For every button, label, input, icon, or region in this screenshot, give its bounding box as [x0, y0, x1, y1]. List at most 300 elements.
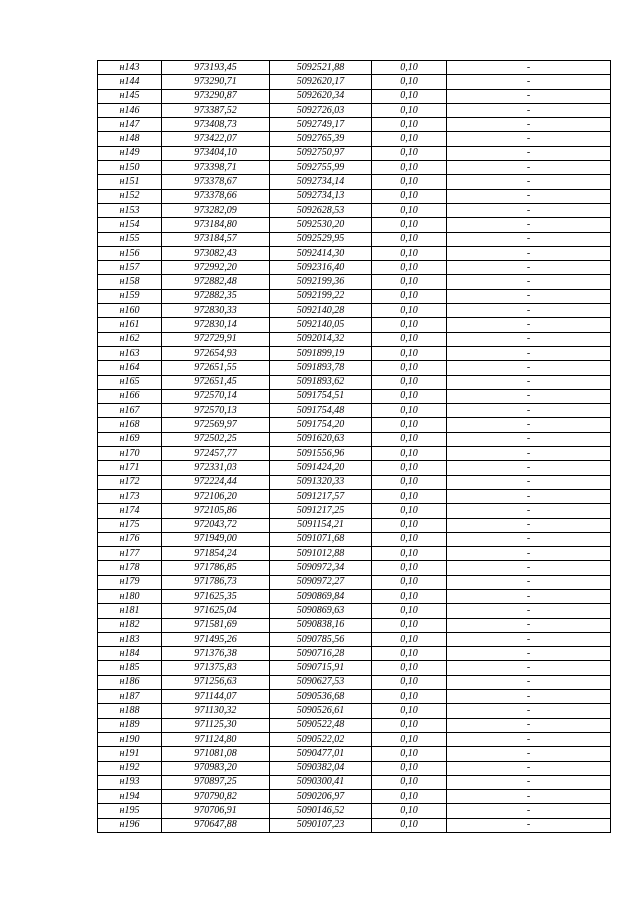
x-coordinate-cell: 973378,66 [162, 189, 270, 203]
table-row [98, 389, 611, 403]
y-coordinate-cell: 5092734,14 [270, 175, 372, 189]
x-coordinate-cell: 972651,55 [162, 361, 270, 375]
point-id-cell: н172 [98, 475, 162, 489]
accuracy-cell: 0,10 [372, 432, 447, 446]
point-id-cell: н165 [98, 375, 162, 389]
point-id-cell: н150 [98, 161, 162, 175]
y-coordinate-cell: 5090382,04 [270, 761, 372, 775]
table-row [98, 704, 611, 718]
y-coordinate-cell: 5090300,41 [270, 775, 372, 789]
x-coordinate-cell: 970790,82 [162, 790, 270, 804]
table-row [98, 761, 611, 775]
accuracy-cell: 0,10 [372, 575, 447, 589]
y-coordinate-cell: 5090869,63 [270, 604, 372, 618]
y-coordinate-cell: 5091154,21 [270, 518, 372, 532]
table-row [98, 346, 611, 360]
accuracy-cell: 0,10 [372, 589, 447, 603]
point-id-cell: н190 [98, 732, 162, 746]
table-row [98, 818, 611, 832]
description-cell: - [447, 75, 611, 89]
y-coordinate-cell: 5090715,91 [270, 661, 372, 675]
point-id-cell: н174 [98, 504, 162, 518]
x-coordinate-cell: 973290,71 [162, 75, 270, 89]
table-row [98, 747, 611, 761]
table-row [98, 418, 611, 432]
point-id-cell: н176 [98, 532, 162, 546]
accuracy-cell: 0,10 [372, 818, 447, 832]
accuracy-cell: 0,10 [372, 761, 447, 775]
point-id-cell: н178 [98, 561, 162, 575]
x-coordinate-cell: 972992,20 [162, 261, 270, 275]
table-row [98, 675, 611, 689]
accuracy-cell: 0,10 [372, 690, 447, 704]
point-id-cell: н166 [98, 389, 162, 403]
accuracy-cell: 0,10 [372, 318, 447, 332]
point-id-cell: н195 [98, 804, 162, 818]
accuracy-cell: 0,10 [372, 332, 447, 346]
y-coordinate-cell: 5091620,63 [270, 432, 372, 446]
table-row [98, 475, 611, 489]
point-id-cell: н162 [98, 332, 162, 346]
point-id-cell: н181 [98, 604, 162, 618]
accuracy-cell: 0,10 [372, 118, 447, 132]
accuracy-cell: 0,10 [372, 418, 447, 432]
accuracy-cell: 0,10 [372, 504, 447, 518]
x-coordinate-cell: 972882,35 [162, 289, 270, 303]
accuracy-cell: 0,10 [372, 747, 447, 761]
point-id-cell: н180 [98, 589, 162, 603]
description-cell: - [447, 332, 611, 346]
x-coordinate-cell: 972502,25 [162, 432, 270, 446]
description-cell: - [447, 804, 611, 818]
table-row [98, 647, 611, 661]
point-id-cell: н179 [98, 575, 162, 589]
point-id-cell: н185 [98, 661, 162, 675]
description-cell: - [447, 790, 611, 804]
description-cell: - [447, 690, 611, 704]
accuracy-cell: 0,10 [372, 289, 447, 303]
description-cell: - [447, 146, 611, 160]
point-id-cell: н188 [98, 704, 162, 718]
point-id-cell: н170 [98, 447, 162, 461]
y-coordinate-cell: 5092750,97 [270, 146, 372, 160]
x-coordinate-cell: 970706,91 [162, 804, 270, 818]
description-cell: - [447, 161, 611, 175]
description-cell: - [447, 103, 611, 117]
accuracy-cell: 0,10 [372, 604, 447, 618]
accuracy-cell: 0,10 [372, 732, 447, 746]
table-row [98, 589, 611, 603]
table-row [98, 461, 611, 475]
table-row [98, 246, 611, 260]
x-coordinate-cell: 972651,45 [162, 375, 270, 389]
point-id-cell: н145 [98, 89, 162, 103]
y-coordinate-cell: 5092734,13 [270, 189, 372, 203]
table-row [98, 304, 611, 318]
accuracy-cell: 0,10 [372, 218, 447, 232]
point-id-cell: н173 [98, 489, 162, 503]
description-cell: - [447, 661, 611, 675]
point-id-cell: н182 [98, 618, 162, 632]
table-row [98, 189, 611, 203]
description-cell: - [447, 189, 611, 203]
x-coordinate-cell: 971625,35 [162, 589, 270, 603]
table-row [98, 103, 611, 117]
table-row [98, 218, 611, 232]
point-id-cell: н171 [98, 461, 162, 475]
table-row [98, 332, 611, 346]
table-row [98, 146, 611, 160]
x-coordinate-cell: 972106,20 [162, 489, 270, 503]
y-coordinate-cell: 5092140,05 [270, 318, 372, 332]
point-id-cell: н164 [98, 361, 162, 375]
x-coordinate-cell: 973290,87 [162, 89, 270, 103]
accuracy-cell: 0,10 [372, 704, 447, 718]
y-coordinate-cell: 5090716,28 [270, 647, 372, 661]
x-coordinate-cell: 971375,83 [162, 661, 270, 675]
description-cell: - [447, 475, 611, 489]
y-coordinate-cell: 5092628,53 [270, 203, 372, 217]
accuracy-cell: 0,10 [372, 547, 447, 561]
accuracy-cell: 0,10 [372, 718, 447, 732]
accuracy-cell: 0,10 [372, 618, 447, 632]
point-id-cell: н187 [98, 690, 162, 704]
x-coordinate-cell: 972043,72 [162, 518, 270, 532]
y-coordinate-cell: 5090206,97 [270, 790, 372, 804]
table-row [98, 504, 611, 518]
x-coordinate-cell: 972570,13 [162, 404, 270, 418]
x-coordinate-cell: 972457,77 [162, 447, 270, 461]
point-id-cell: н151 [98, 175, 162, 189]
table-row [98, 575, 611, 589]
x-coordinate-cell: 971625,04 [162, 604, 270, 618]
point-id-cell: н155 [98, 232, 162, 246]
y-coordinate-cell: 5090972,27 [270, 575, 372, 589]
y-coordinate-cell: 5092316,40 [270, 261, 372, 275]
y-coordinate-cell: 5090526,61 [270, 704, 372, 718]
x-coordinate-cell: 973193,45 [162, 61, 270, 75]
table-row [98, 132, 611, 146]
point-id-cell: н159 [98, 289, 162, 303]
table-row [98, 118, 611, 132]
table-row [98, 804, 611, 818]
table-row [98, 604, 611, 618]
description-cell: - [447, 575, 611, 589]
x-coordinate-cell: 971256,63 [162, 675, 270, 689]
description-cell: - [447, 246, 611, 260]
accuracy-cell: 0,10 [372, 346, 447, 360]
point-id-cell: н157 [98, 261, 162, 275]
description-cell: - [447, 418, 611, 432]
table-row [98, 661, 611, 675]
y-coordinate-cell: 5092521,88 [270, 61, 372, 75]
description-cell: - [447, 489, 611, 503]
y-coordinate-cell: 5091217,25 [270, 504, 372, 518]
y-coordinate-cell: 5092620,17 [270, 75, 372, 89]
point-id-cell: н147 [98, 118, 162, 132]
x-coordinate-cell: 970897,25 [162, 775, 270, 789]
coordinates-table-body [98, 61, 611, 833]
table-row [98, 690, 611, 704]
table-row [98, 547, 611, 561]
description-cell: - [447, 318, 611, 332]
y-coordinate-cell: 5092414,30 [270, 246, 372, 260]
table-row [98, 203, 611, 217]
description-cell: - [447, 232, 611, 246]
description-cell: - [447, 504, 611, 518]
table-row [98, 489, 611, 503]
x-coordinate-cell: 971376,38 [162, 647, 270, 661]
point-id-cell: н168 [98, 418, 162, 432]
description-cell: - [447, 61, 611, 75]
y-coordinate-cell: 5090146,52 [270, 804, 372, 818]
y-coordinate-cell: 5091899,19 [270, 346, 372, 360]
description-cell: - [447, 589, 611, 603]
table-row [98, 175, 611, 189]
accuracy-cell: 0,10 [372, 146, 447, 160]
point-id-cell: н192 [98, 761, 162, 775]
y-coordinate-cell: 5092749,17 [270, 118, 372, 132]
x-coordinate-cell: 971854,24 [162, 547, 270, 561]
y-coordinate-cell: 5090107,23 [270, 818, 372, 832]
accuracy-cell: 0,10 [372, 161, 447, 175]
accuracy-cell: 0,10 [372, 489, 447, 503]
point-id-cell: н193 [98, 775, 162, 789]
accuracy-cell: 0,10 [372, 232, 447, 246]
description-cell: - [447, 118, 611, 132]
x-coordinate-cell: 971130,32 [162, 704, 270, 718]
table-row [98, 261, 611, 275]
point-id-cell: н156 [98, 246, 162, 260]
accuracy-cell: 0,10 [372, 89, 447, 103]
table-row [98, 232, 611, 246]
description-cell: - [447, 375, 611, 389]
accuracy-cell: 0,10 [372, 561, 447, 575]
table-row [98, 289, 611, 303]
table-row [98, 561, 611, 575]
accuracy-cell: 0,10 [372, 304, 447, 318]
x-coordinate-cell: 972729,91 [162, 332, 270, 346]
description-cell: - [447, 289, 611, 303]
x-coordinate-cell: 973422,07 [162, 132, 270, 146]
point-id-cell: н161 [98, 318, 162, 332]
description-cell: - [447, 346, 611, 360]
table-row [98, 632, 611, 646]
y-coordinate-cell: 5092199,36 [270, 275, 372, 289]
x-coordinate-cell: 971125,30 [162, 718, 270, 732]
description-cell: - [447, 775, 611, 789]
x-coordinate-cell: 972570,14 [162, 389, 270, 403]
point-id-cell: н160 [98, 304, 162, 318]
accuracy-cell: 0,10 [372, 475, 447, 489]
description-cell: - [447, 304, 611, 318]
description-cell: - [447, 718, 611, 732]
x-coordinate-cell: 971144,07 [162, 690, 270, 704]
point-id-cell: н169 [98, 432, 162, 446]
description-cell: - [447, 704, 611, 718]
table-row [98, 775, 611, 789]
point-id-cell: н148 [98, 132, 162, 146]
description-cell: - [447, 203, 611, 217]
table-row [98, 89, 611, 103]
y-coordinate-cell: 5091012,88 [270, 547, 372, 561]
y-coordinate-cell: 5091556,96 [270, 447, 372, 461]
accuracy-cell: 0,10 [372, 518, 447, 532]
accuracy-cell: 0,10 [372, 804, 447, 818]
description-cell: - [447, 547, 611, 561]
x-coordinate-cell: 972654,93 [162, 346, 270, 360]
description-cell: - [447, 132, 611, 146]
accuracy-cell: 0,10 [372, 375, 447, 389]
x-coordinate-cell: 971786,73 [162, 575, 270, 589]
y-coordinate-cell: 5091071,68 [270, 532, 372, 546]
x-coordinate-cell: 973082,43 [162, 246, 270, 260]
description-cell: - [447, 761, 611, 775]
x-coordinate-cell: 972224,44 [162, 475, 270, 489]
point-id-cell: н191 [98, 747, 162, 761]
description-cell: - [447, 404, 611, 418]
y-coordinate-cell: 5091893,62 [270, 375, 372, 389]
y-coordinate-cell: 5091754,20 [270, 418, 372, 432]
accuracy-cell: 0,10 [372, 647, 447, 661]
table-row [98, 375, 611, 389]
accuracy-cell: 0,10 [372, 261, 447, 275]
description-cell: - [447, 604, 611, 618]
table-row [98, 404, 611, 418]
y-coordinate-cell: 5090869,84 [270, 589, 372, 603]
description-cell: - [447, 261, 611, 275]
accuracy-cell: 0,10 [372, 661, 447, 675]
y-coordinate-cell: 5091754,51 [270, 389, 372, 403]
accuracy-cell: 0,10 [372, 175, 447, 189]
description-cell: - [447, 675, 611, 689]
accuracy-cell: 0,10 [372, 790, 447, 804]
accuracy-cell: 0,10 [372, 461, 447, 475]
point-id-cell: н143 [98, 61, 162, 75]
table-row [98, 532, 611, 546]
accuracy-cell: 0,10 [372, 532, 447, 546]
accuracy-cell: 0,10 [372, 275, 447, 289]
x-coordinate-cell: 972830,14 [162, 318, 270, 332]
x-coordinate-cell: 973387,52 [162, 103, 270, 117]
y-coordinate-cell: 5091893,78 [270, 361, 372, 375]
description-cell: - [447, 218, 611, 232]
description-cell: - [447, 361, 611, 375]
table-row [98, 718, 611, 732]
x-coordinate-cell: 973404,10 [162, 146, 270, 160]
y-coordinate-cell: 5092726,03 [270, 103, 372, 117]
point-id-cell: н194 [98, 790, 162, 804]
point-id-cell: н184 [98, 647, 162, 661]
point-id-cell: н189 [98, 718, 162, 732]
y-coordinate-cell: 5092530,20 [270, 218, 372, 232]
y-coordinate-cell: 5092765,39 [270, 132, 372, 146]
description-cell: - [447, 175, 611, 189]
x-coordinate-cell: 973398,71 [162, 161, 270, 175]
description-cell: - [447, 732, 611, 746]
table-row [98, 61, 611, 75]
y-coordinate-cell: 5090477,01 [270, 747, 372, 761]
accuracy-cell: 0,10 [372, 361, 447, 375]
table-row [98, 318, 611, 332]
point-id-cell: н146 [98, 103, 162, 117]
table-row [98, 790, 611, 804]
accuracy-cell: 0,10 [372, 404, 447, 418]
table-row [98, 447, 611, 461]
description-cell: - [447, 561, 611, 575]
x-coordinate-cell: 973408,73 [162, 118, 270, 132]
y-coordinate-cell: 5090785,56 [270, 632, 372, 646]
accuracy-cell: 0,10 [372, 447, 447, 461]
x-coordinate-cell: 970647,88 [162, 818, 270, 832]
y-coordinate-cell: 5090536,68 [270, 690, 372, 704]
y-coordinate-cell: 5092755,99 [270, 161, 372, 175]
table-row [98, 161, 611, 175]
y-coordinate-cell: 5091320,33 [270, 475, 372, 489]
description-cell: - [447, 818, 611, 832]
table-row [98, 518, 611, 532]
y-coordinate-cell: 5090972,34 [270, 561, 372, 575]
point-id-cell: н163 [98, 346, 162, 360]
x-coordinate-cell: 971081,08 [162, 747, 270, 761]
x-coordinate-cell: 972105,86 [162, 504, 270, 518]
y-coordinate-cell: 5091217,57 [270, 489, 372, 503]
accuracy-cell: 0,10 [372, 189, 447, 203]
accuracy-cell: 0,10 [372, 675, 447, 689]
description-cell: - [447, 618, 611, 632]
table-row [98, 361, 611, 375]
x-coordinate-cell: 973184,80 [162, 218, 270, 232]
description-cell: - [447, 647, 611, 661]
y-coordinate-cell: 5092620,34 [270, 89, 372, 103]
x-coordinate-cell: 973282,09 [162, 203, 270, 217]
point-id-cell: н154 [98, 218, 162, 232]
x-coordinate-cell: 970983,20 [162, 761, 270, 775]
y-coordinate-cell: 5090522,48 [270, 718, 372, 732]
point-id-cell: н158 [98, 275, 162, 289]
accuracy-cell: 0,10 [372, 103, 447, 117]
accuracy-cell: 0,10 [372, 246, 447, 260]
point-id-cell: н149 [98, 146, 162, 160]
point-id-cell: н167 [98, 404, 162, 418]
accuracy-cell: 0,10 [372, 132, 447, 146]
description-cell: - [447, 461, 611, 475]
accuracy-cell: 0,10 [372, 75, 447, 89]
point-id-cell: н183 [98, 632, 162, 646]
point-id-cell: н175 [98, 518, 162, 532]
y-coordinate-cell: 5092140,28 [270, 304, 372, 318]
accuracy-cell: 0,10 [372, 389, 447, 403]
y-coordinate-cell: 5090627,53 [270, 675, 372, 689]
description-cell: - [447, 532, 611, 546]
point-id-cell: н196 [98, 818, 162, 832]
x-coordinate-cell: 973378,67 [162, 175, 270, 189]
x-coordinate-cell: 972569,97 [162, 418, 270, 432]
y-coordinate-cell: 5090522,02 [270, 732, 372, 746]
table-row [98, 732, 611, 746]
coordinates-table [97, 60, 611, 833]
point-id-cell: н152 [98, 189, 162, 203]
y-coordinate-cell: 5092199,22 [270, 289, 372, 303]
x-coordinate-cell: 972882,48 [162, 275, 270, 289]
x-coordinate-cell: 972830,33 [162, 304, 270, 318]
point-id-cell: н153 [98, 203, 162, 217]
description-cell: - [447, 432, 611, 446]
x-coordinate-cell: 971581,69 [162, 618, 270, 632]
accuracy-cell: 0,10 [372, 61, 447, 75]
description-cell: - [447, 632, 611, 646]
table-row [98, 275, 611, 289]
